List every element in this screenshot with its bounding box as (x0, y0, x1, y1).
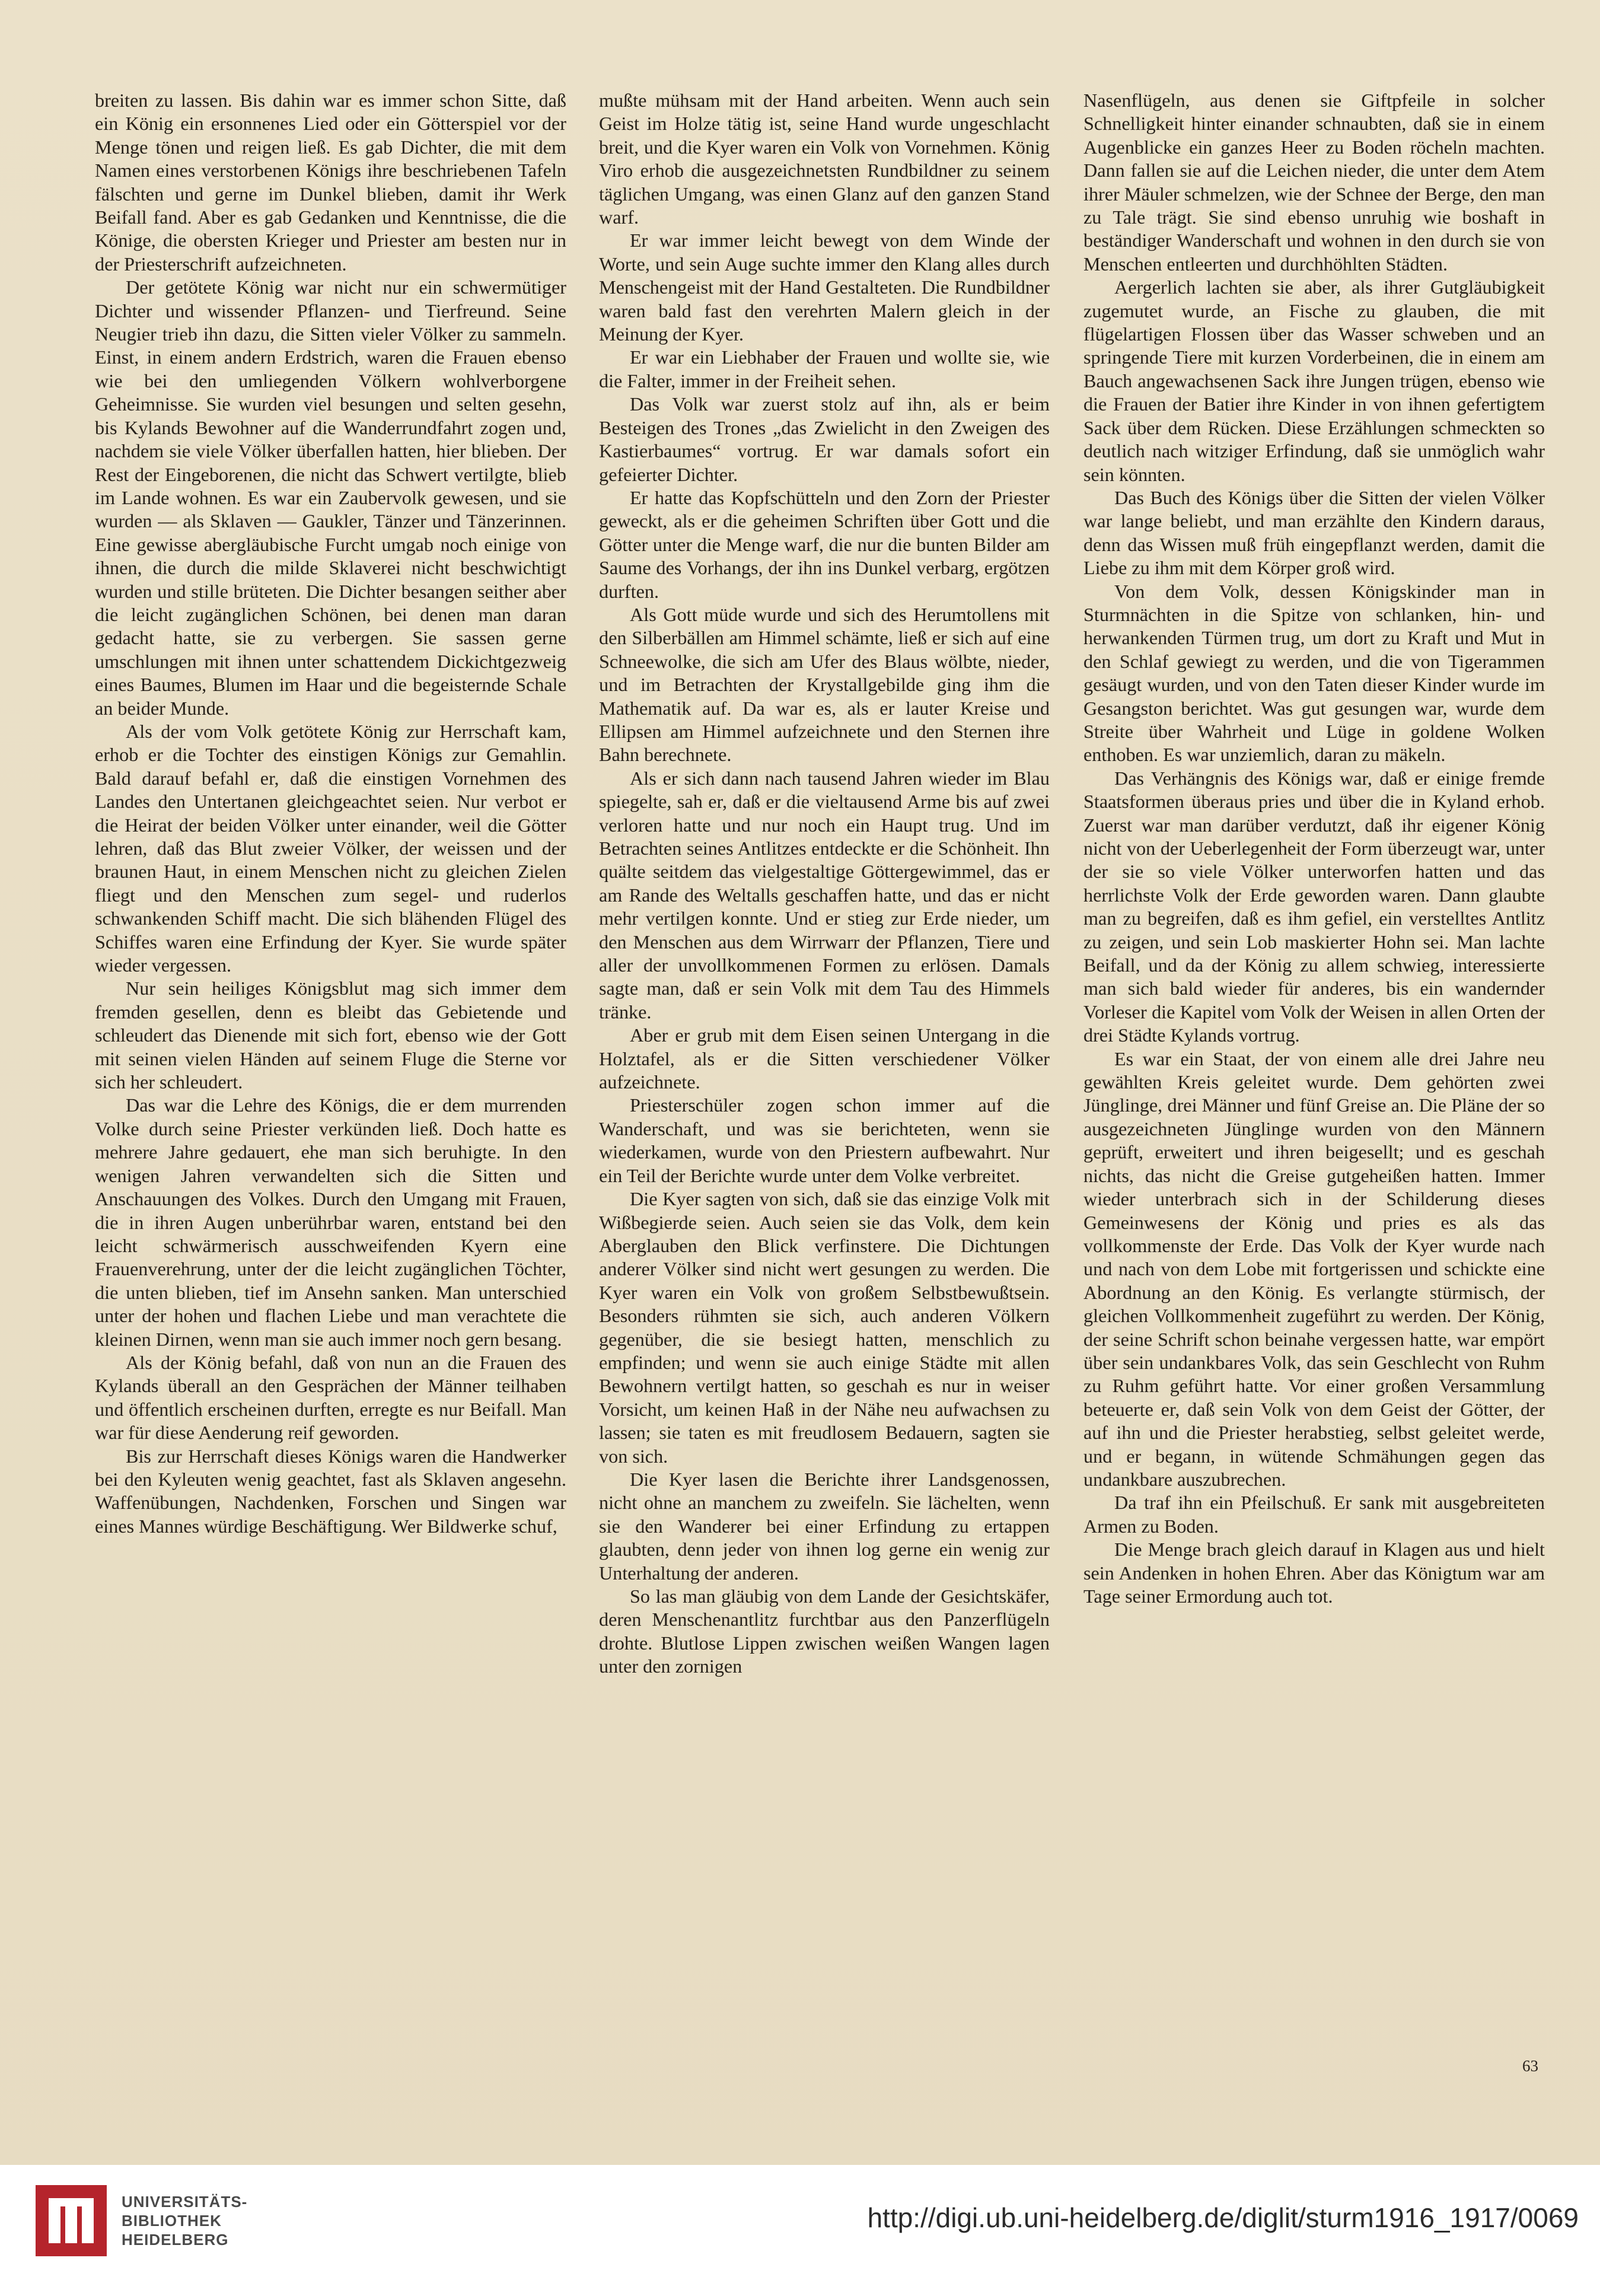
paragraph: Das Volk war zuerst stolz auf ihn, als er beim Besteigen des Trones „das Zwielicht in den Zweigen des Kastierbaumes“ vortrug. Er war damals sofort ein gefeierter Dichter. (599, 393, 1050, 485)
paragraph: Die Kyer lasen die Berichte ihrer Landsgenossen, nicht ohne an manchem zu zweifeln. Sie lächelten, wenn sie den Wanderer bei einer Erfindung zu ertappen glaubten, denn jeder von ihnen log gerne ein wenig zur Unterhaltung der anderen. (599, 1468, 1050, 1584)
text-column-2 (599, 89, 1050, 1679)
paragraph: mußte mühsam mit der Hand arbeiten. Wenn auch sein Geist im Holze tätig ist, seine Hand wurde ungeschlacht breit, und die Kyer waren ein Volk von Vornehmen. König Viro erhob die ausgezeichnetsten Rundbildner zu seinem täglichen Umgang, was einen Glanz auf den ganzen Stand warf. (599, 90, 1050, 228)
paragraph: So las man gläubig von dem Lande der Gesichtskäfer, deren Menschenantlitz furchtbar aus den Panzerflügeln drohte. Blutlose Lippen zwischen weißen Wangen lagen unter den zornigen (599, 1585, 1050, 1677)
paragraph: Aber er grub mit dem Eisen seinen Untergang in die Holztafel, als er die Sitten verschiedener Völker aufzeichnete. (599, 1024, 1050, 1093)
digitization-footer (0, 2165, 1600, 2296)
paragraph: Als der König befahl, daß von nun an die Frauen des Kylands überall an den Gesprächen der Männer teilhaben und öffentlich erscheinen durften, erregte es nur Beifall. Man war für diese Aenderung reif geworden. (95, 1351, 566, 1444)
paragraph: Als Gott müde wurde und sich des Herumtollens mit den Silberbällen am Himmel schämte, ließ er sich auf eine Schneewolke, die sich am Ufer des Blaus wölbte, nieder, und im Betrachten der Krystallgebilde ging ihm die Mathematik auf. Da war es, als er lauter Kreise und Ellipsen am Himmel aufzeichnete und den Sternen ihre Bahn berechnete. (599, 603, 1050, 766)
paragraph: Es war ein Staat, der von einem alle drei Jahre neu gewählten Kreis geleitet wurde. Dem gehörten zwei Jünglinge, drei Männer und fünf Greise an. Die Pläne der so ausgezeichneten Jünglinge wurden von den Männern geprüft, erweitert und ihren beigesellt; und es geschah nichts, das nicht die Greise gutgeheißen hatten. Immer wieder unterbrach sich in der Schilderung dieses Gemeinwesens der König und pries es als das vollkommenste der Erde. Das Volk der Kyer wurde nach und nach von dem Lobe mit fortgerissen und schickte eine Abordnung an den König. Es verlangte stürmisch, der gleichen Vollkommenheit zugeführt zu werden. Der König, der seine Schrift schon beinahe vergessen hatte, war empört über sein undankbares Volk, das sein Geschlecht von Ruhm zu Ruhm geführt hatte. Vor einer großen Versammlung beteuerte er, daß sein Volk von dem Geist der Götter, der auf ihn und die Priester herabstieg, selbst geleitet werde, und er begann, in wütende Schmähungen gegen das undankbare auszubrechen. (1083, 1047, 1545, 1490)
paragraph: Er war ein Liebhaber der Frauen und wollte sie, wie die Falter, immer in der Freiheit sehen. (599, 346, 1050, 391)
paragraph: Er war immer leicht bewegt von dem Winde der Worte, und sein Auge suchte immer den Klang alles durch Menschengeist mit der Hand Gestalteten. Die Rundbildner waren bald fast den verehrten Malern gleich in der Meinung der Kyer. (599, 230, 1050, 345)
university-library-logo (36, 2185, 107, 2256)
paragraph: Priesterschüler zogen schon immer auf die Wanderschaft, und was sie berichteten, wenn sie wiederkamen, wurde von den Priestern aufbewahrt. Nur ein Teil der Berichte wurde unter dem Volke verbreitet. (599, 1094, 1050, 1186)
paragraph: Die Menge brach gleich darauf in Klagen aus und hielt sein Andenken in hohen Ehren. Aber das Königtum war am Tage seiner Ermordung auch tot. (1083, 1539, 1545, 1607)
paragraph: Nur sein heiliges Königsblut mag sich immer dem fremden gesellen, denn es bleibt das Gebietende und schleudert das Dienende mit sich fort, ebenso wie der Gott mit seinen vielen Händen auf seinem Fluge die Sterne vor sich her schleudert. (95, 977, 566, 1093)
permalink-url[interactable]: http://digi.ub.uni-heidelberg.de/diglit/sturm1916_1917/0069 (867, 2202, 1579, 2233)
paragraph: Aergerlich lachten sie aber, als ihrer Gutgläubigkeit zugemutet wurde, an Fische zu glauben, die mit flügelartigen Flossen über das Wasser schweben und an springende Tiere mit kurzen Vorderbeinen, die in einem am Bauch angewachsenen Sack ihre Jungen trügen, ebenso wie die Frauen der Batier ihre Kinder in von ihnen gefertigtem Sack über dem Rücken. Diese Erzählungen schmeckten so deutlich nach witziger Erfindung, daß sie unmöglich wahr sein könnten. (1083, 276, 1545, 485)
library-name (122, 2192, 247, 2249)
paragraph: breiten zu lassen. Bis dahin war es immer schon Sitte, daß ein König ein ersonnenes Lied oder ein Götterspiel vor der Menge tönen und reigen ließ. Es gab Dichter, die mit dem Namen eines verstorbenen Königs ihre beschriebenen Tafeln fälschten und gerne im Dunkel blieben, damit ihr Werk Beifall fand. Aber es gab Gedanken und Kenntnisse, die die Könige, die obersten Krieger und Priester am besten nur in der Priesterschrift aufzeichneten. (95, 90, 566, 275)
paragraph: Bis zur Herrschaft dieses Königs waren die Handwerker bei den Kyleuten wenig geachtet, fast als Sklaven angesehn. Waffenübungen, Nachdenken, Forschen und Singen war eines Mannes würdige Beschäftigung. Wer Bildwerke schuf, (95, 1445, 566, 1537)
library-name-line-1: UNIVERSITÄTS- (122, 2193, 248, 2211)
paragraph: Als er sich dann nach tausend Jahren wieder im Blau spiegelte, sah er, daß er die vieltausend Arme bis auf zwei verloren hatte und nur noch ein Haupt trug. Und im Betrachten seines Antlitzes entdeckte er die Schönheit. Ihn quälte seitdem das vielgestaltige Göttergewimmel, das er am Rande des Weltalls geschaffen hatte, und das er nicht mehr vertilgen konnte. Und er stieg zur Erde nieder, um den Menschen aus dem Wirrwarr der Pflanzen, Tiere und aller der unvollkommenen Formen zu erlösen. Damals sagte man, daß er sein Volk mit dem Tau des Himmels tränke. (599, 767, 1050, 1023)
paragraph: Das Verhängnis des Königs war, daß er einige fremde Staatsformen überaus pries und über die in Kyland erhob. Zuerst war man darüber verdutzt, daß ihr eigener König nicht von der Ueberlegenheit der Form überzeugt war, unter der sie so viele Völker unterworfen hatten und das herrlichste Volk der Erde geworden waren. Dann glaubte man zu begreifen, daß es ihm gefiel, ein verstelltes Antlitz zu zeigen, und sein Lob maskierter Hohn sei. Man lachte Beifall, und da der König zu allem schwieg, interessierte man sich bald wieder für anderes, bis ein wandernder Vorleser die Kapitel vom Volk der Weisen in allen Orten der drei Städte Kylands vortrug. (1083, 767, 1545, 1046)
paragraph: Das Buch des Königs über die Sitten der vielen Völker war lange beliebt, und man erzählte den Kindern daraus, denn das Wissen muß früh eingepflanzt werden, damit die Liebe zu ihm mit dem Körper groß wird. (1083, 486, 1545, 579)
paragraph: Da traf ihn ein Pfeilschuß. Er sank mit ausgebreiteten Armen zu Boden. (1083, 1492, 1545, 1537)
page-number: 63 (1522, 2057, 1538, 2075)
paragraph: Als der vom Volk getötete König zur Herrschaft kam, erhob er die Tochter des einstigen Königs zur Gemahlin. Bald darauf befahl er, daß die einstigen Vornehmen des Landes den Untertanen gleichgeachtet seien. Nur verbot er die Heirat der beiden Völker unter einander, weil die Götter lehren, daß das Blut zweier Völker, der weissen und der braunen Haut, in einem Menschen nicht zu gleichen Zielen fliegt und den Menschen zum segel- und ruderlos schwankenden Schiff macht. Die sich blähenden Flügel des Schiffes waren eine Erfindung der Kyer. Sie wurde später wieder vergessen. (95, 720, 566, 976)
paragraph: Der getötete König war nicht nur ein schwermütiger Dichter und wissender Pflanzen- und Tierfreund. Seine Neugier trieb ihn dazu, die Sitten vieler Völker zu sammeln. Einst, in einem andern Erdstrich, waren die Frauen ebenso wie bei den umliegenden Völkern wohlverborgene Geheimnisse. Sie wurden viel besungen und selten gesehn, bis Kylands Bewohner auf die Wanderrundfahrt zogen und, nachdem sie viele Völker überfallen hatten, hier blieben. Der Rest der Eingeborenen, die nicht das Schwert vertilgte, blieb im Lande wohnen. Es war ein Zaubervolk gewesen, und sie wurden — als Sklaven — Gaukler, Tänzer und Tänzerinnen. Eine gewisse abergläubische Furcht umgab noch einige von ihnen, die durch die milde Sklaverei nicht beschwichtigt wurden und stille brüteten. Die Dichter besangen seither aber die leicht zugänglichen Schönen, bei denen man daran gedacht hatte, sie zu verbergen. Sie sassen gerne umschlungen mit ihnen unter schattendem Dickichtgezweig eines Baumes, Blumen im Haar und die begeisternde Schale an beider Munde. (95, 276, 566, 719)
paragraph: Das war die Lehre des Königs, die er dem murrenden Volke durch seine Priester verkünden ließ. Doch hatte es mehrere Jahre gedauert, ehe man sich beruhigte. In den wenigen Jahren verwandelten sich die Sitten und Anschauungen des Volkes. Durch den Umgang mit Frauen, die in ihren Augen unberührbar waren, entstand bei den leicht schwärmerisch ausschweifenden Kyern eine Frauenverehrung, unter der die leicht zugänglichen Töchter, die unten blieben, tief im Ansehn sanken. Man unterschied unter der hohen und flachen Liebe und man verachtete die kleinen Dirnen, wenn man sie auch immer noch gern besang. (95, 1094, 566, 1350)
paragraph: Er hatte das Kopfschütteln und den Zorn der Priester geweckt, als er die geheimen Schriften über Gott und die Götter unter die Menge warf, die nur die bunten Bilder am Saume des Vorhangs, der ihn ins Dunkel verbarg, ergötzen durften. (599, 486, 1050, 602)
library-name-line-2: BIBLIOTHEK (122, 2212, 222, 2230)
text-column-1 (95, 89, 566, 1538)
text-column-3 (1083, 89, 1545, 1608)
library-name-line-3: HEIDELBERG (122, 2231, 229, 2249)
paragraph: Die Kyer sagten von sich, daß sie das einzige Volk mit Wißbegierde seien. Auch seien sie das Volk, dem kein Aberglauben den Blick verfinstere. Die Dichtungen anderer Völker sind nicht wert gesungen zu werden. Die Kyer waren ein Volk von großem Selbstbewußtsein. Besonders rühmten sie sich, auch anderen Völkern gegenüber, die sie besiegt hatten, menschlich zu empfinden; und wenn sie auch einige Städte mit allen Bewohnern vertilgt hatten, so geschah es nur in weiser Vorsicht, um keinen Haß in der Nähe neu aufwachsen zu lassen; sie taten es mit freudlosem Bedauern, sagten sie von sich. (599, 1188, 1050, 1467)
paragraph: Von dem Volk, dessen Königskinder man in Sturmnächten in die Spitze von schlanken, hin- und herwankenden Türmen trug, um dort zu Kraft und Mut in den Schlaf gewiegt zu werden, und die von Tigerammen gesäugt wurden, und von den Taten dieser Kinder wurde im Gesangston berichtet. Was gut gesungen war, wurde dem Streite über Wahrheit und Lüge in goldene Wolken enthoben. Es war unziemlich, daran zu mäkeln. (1083, 580, 1545, 766)
paragraph: Nasenflügeln, aus denen sie Giftpfeile in solcher Schnelligkeit hinter einander schnaubten, daß sie in einem Augenblicke ein ganzes Heer zu Boden röcheln machten. Dann fallen sie auf die Leichen nieder, die unter dem Atem ihrer Mäuler schmelzen, wie der Schnee der Berge, den man zu Tale trägt. Sie sind ebenso unruhig wie boshaft in beständiger Wanderschaft und wohnen in den durch sie von Menschen entleerten und durchhöhlten Städten. (1083, 90, 1545, 275)
